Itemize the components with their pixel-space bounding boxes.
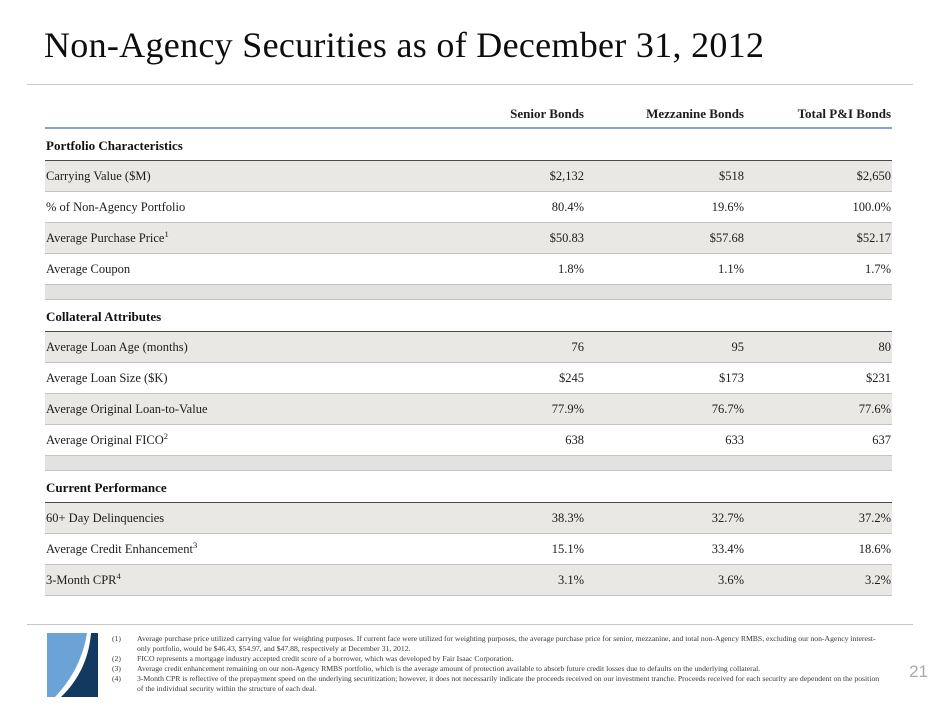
row-label-text: Average Purchase Price — [46, 230, 165, 245]
cell-mezzanine: 3.6% — [717, 572, 744, 587]
cell-senior: $2,132 — [549, 168, 584, 183]
cell-mezzanine: 633 — [725, 432, 744, 447]
cell-senior: 77.9% — [551, 401, 584, 416]
footnote-text: 3-Month CPR is reflective of the prepayment speed on the underlying securitization; however, it does not necessarily indicate the proceeds received on our investment tranche. Proceeds received for each security are dependent on the position of the individual security within the structure of each deal. — [137, 674, 880, 693]
cell-total: 37.2% — [858, 510, 891, 525]
table-row — [45, 192, 892, 223]
footnote-text: Average purchase price utilized carrying value for weighting purposes. If current face were utilized for weighting purposes, the average purchase price for senior, mezzanine, and total non-Agency RMBS, excluding our non-Agency interest-only portfolio, would be $46.43, $54.97, and $47.88, respectively at December 31, 2012. — [137, 634, 876, 653]
footnote-3 — [112, 664, 887, 674]
page-title: Non-Agency Securities as of December 31, 2012 — [44, 25, 765, 65]
footnote-marker: (2) — [112, 654, 121, 663]
row-label — [45, 200, 455, 215]
table-row — [45, 503, 892, 534]
table-row — [45, 161, 892, 192]
row-label — [45, 573, 455, 588]
column-header-spacer — [45, 122, 455, 127]
cell-total: 80 — [878, 339, 891, 354]
cell-mezzanine: 32.7% — [711, 510, 744, 525]
cell-total: 100.0% — [852, 199, 891, 214]
footnote-ref: 3 — [192, 541, 198, 550]
section-title-portfolio-characteristics: Portfolio Characteristics — [45, 129, 892, 161]
cell-mezzanine: 33.4% — [711, 541, 744, 556]
row-label-text: Average Coupon — [46, 261, 131, 276]
cell-mezzanine: 1.1% — [717, 261, 744, 276]
cell-total: $2,650 — [856, 168, 891, 183]
cell-senior: 15.1% — [551, 541, 584, 556]
table-row — [45, 223, 892, 254]
footnote-marker: (1) — [112, 634, 121, 643]
cell-total: 637 — [872, 432, 891, 447]
cell-total: 77.6% — [858, 401, 891, 416]
footnote-ref: 2 — [163, 432, 169, 441]
row-label-text: % of Non-Agency Portfolio — [46, 199, 186, 214]
table-row — [45, 394, 892, 425]
row-label — [45, 169, 455, 184]
column-header-total: Total P&I Bonds — [797, 106, 891, 121]
table-row — [45, 534, 892, 565]
section-separator-row — [45, 285, 892, 300]
cell-senior: 38.3% — [551, 510, 584, 525]
table-column-headers — [45, 100, 892, 129]
securities-table — [45, 100, 892, 596]
table-row — [45, 425, 892, 456]
column-header-senior: Senior Bonds — [510, 106, 584, 121]
footnote-2 — [112, 654, 887, 664]
company-logo — [47, 633, 98, 697]
row-label-text: 3-Month CPR — [46, 572, 117, 587]
cell-senior: 76 — [571, 339, 584, 354]
cell-total: $231 — [866, 370, 891, 385]
page-number: 21 — [909, 662, 928, 681]
row-label-text: Average Original FICO — [46, 432, 164, 447]
row-label — [45, 433, 455, 448]
row-label — [45, 231, 455, 246]
cell-senior: 80.4% — [551, 199, 584, 214]
footnote-ref: 4 — [116, 572, 121, 581]
footnote-marker: (4) — [112, 674, 121, 683]
row-label — [45, 402, 455, 417]
table-row — [45, 363, 892, 394]
cell-senior: 1.8% — [557, 261, 584, 276]
cell-mezzanine: $57.68 — [709, 230, 744, 245]
row-label-text: Average Original Loan-to-Value — [46, 401, 208, 416]
column-header-mezzanine: Mezzanine Bonds — [646, 106, 744, 121]
title-divider — [27, 84, 913, 85]
row-label — [45, 262, 455, 277]
cell-mezzanine: 19.6% — [711, 199, 744, 214]
footnote-marker: (3) — [112, 664, 121, 673]
footnote-ref: 1 — [164, 230, 169, 239]
row-label-text: Average Loan Age (months) — [46, 339, 188, 354]
row-label — [45, 371, 455, 386]
cell-mezzanine: $173 — [719, 370, 744, 385]
row-label-text: Average Loan Size ($K) — [46, 370, 168, 385]
footnote-1 — [112, 634, 887, 654]
row-label-text: 60+ Day Delinquencies — [46, 510, 165, 525]
cell-total: 1.7% — [864, 261, 891, 276]
footer-divider — [27, 624, 913, 625]
cell-mezzanine: $518 — [719, 168, 744, 183]
table-row — [45, 565, 892, 596]
cell-mezzanine: 76.7% — [711, 401, 744, 416]
table-row — [45, 332, 892, 363]
cell-senior: 638 — [565, 432, 584, 447]
cell-senior: 3.1% — [557, 572, 584, 587]
row-label-text: Average Credit Enhancement — [46, 541, 193, 556]
footnotes — [112, 634, 887, 694]
row-label — [45, 542, 455, 557]
cell-senior: $245 — [559, 370, 584, 385]
cell-senior: $50.83 — [549, 230, 584, 245]
footnote-4 — [112, 674, 887, 694]
section-title-collateral-attributes: Collateral Attributes — [45, 300, 892, 332]
cell-total: 3.2% — [864, 572, 891, 587]
row-label — [45, 340, 455, 355]
row-label — [45, 511, 455, 526]
section-title-current-performance: Current Performance — [45, 471, 892, 503]
cell-mezzanine: 95 — [731, 339, 744, 354]
section-separator-row — [45, 456, 892, 471]
row-label-text: Carrying Value ($M) — [46, 168, 151, 183]
table-row — [45, 254, 892, 285]
footnote-text: Average credit enhancement remaining on our non-Agency RMBS portfolio, which is the average amount of protection available to absorb future credit losses due to defaults on the underlying collateral. — [137, 664, 761, 673]
footnote-text: FICO represents a mortgage industry accepted credit score of a borrower, which was developed by Fair Isaac Corporation. — [137, 654, 514, 663]
cell-total: 18.6% — [858, 541, 891, 556]
cell-total: $52.17 — [856, 230, 891, 245]
